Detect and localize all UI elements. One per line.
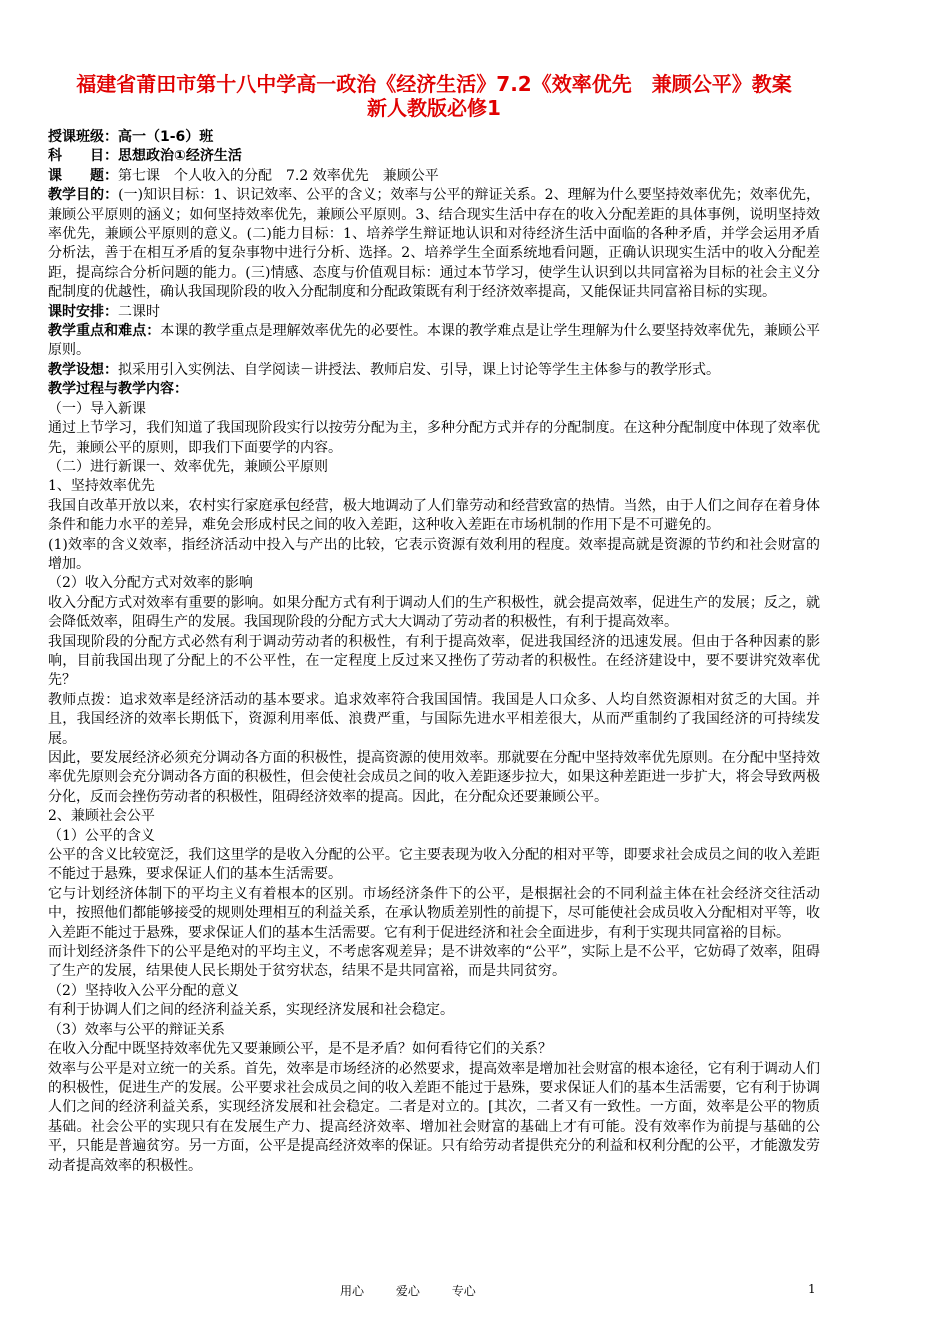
paragraph-label: 教学设想：	[48, 361, 118, 378]
paragraph-text: 我国自改革开放以来，农村实行家庭承包经营，极大地调动了人们靠劳动和经营致富的热情。当然，由于人们之间存在着身体条件和能力水平的差异，难免会形成村民之间的收入差距，这种收入差距在市场机制的作用下是不可避免的。	[48, 497, 820, 534]
motto-word: 爱心	[395, 1284, 420, 1298]
paragraph	[48, 1040, 820, 1059]
paragraph-text: 通过上节学习，我们知道了我国现阶段实行以按劳分配为主，多种分配方式并存的分配制度。在这种分配制度中体现了效率优先，兼顾公平的原则，即我们下面要学的内容。	[48, 420, 820, 456]
paragraph	[48, 827, 820, 846]
paragraph-text: 收入分配方式对效率有重要的影响。如果分配方式有利于调动人们的生产积极性，就会提高效率，促进生产的发展；反之，就会降低效率，阻碍生产的发展。我国现阶段的分配方式大大调动了劳动者的积极性，有利于提高效率。	[48, 594, 820, 631]
paragraph-text: 它与计划经济体制下的平均主义有着根本的区别。市场经济条件下的公平，是根据社会的不同利益主体在社会经济交往活动中，按照他们都能够接受的规则处理相互的利益关系，在承认物质差别性的前提下，尽可能使社会成员收入分配相对平等，收入差距不能过于悬殊，要求保证人们的基本生活需要。它有利于促进经济和社会全面进步，有利于实现共同富裕的目标。	[48, 885, 820, 941]
motto-word: 专心	[451, 1284, 476, 1298]
paragraph	[48, 1021, 820, 1040]
paragraph-text: 拟采用引入实例法、自学阅读－讲授法、教师启发、引导，课上讨论等学生主体参与的教学形式。	[118, 361, 720, 378]
paragraph-text: 在收入分配中既坚持效率优先又要兼顾公平，是不是矛盾？如何看待它们的关系？	[48, 1041, 552, 1058]
paragraph-text: 效率与公平是对立统一的关系。首先，效率是市场经济的必然要求，提高效率是增加社会财富的根本途径，它有利于调动人们的积极性，促进生产的发展。公平要求社会成员之间的收入差距不能过于悬殊，要求保证人们的基本生活需要，它有利于协调人们之间的经济利益关系，实现经济发展和社会稳定。二者是对立的。[其次，二者又有一致性。一方面，效率是公平的物质基础。社会公平的实现只有在发展生产力、提高经济效率、增加社会财富的基础上才有可能。没有效率作为前提与基础的公平，只能是普遍贫穷。另一方面，公平是提高经济效率的保证。只有给劳动者提供充分的利益和权利分配的公平，才能激发劳动者提高效率的积极性。	[48, 1060, 820, 1174]
paragraph-text: 有利于协调人们之间的经济利益关系，实现经济发展和社会稳定。	[48, 1002, 454, 1019]
paragraph	[48, 458, 820, 477]
paragraph	[48, 400, 820, 419]
paragraph-text: 教师点拨：追求效率是经济活动的基本要求。追求效率符合我国国情。我国是人口众多、人均自然资源相对贫乏的大国。并且，我国经济的效率长期低下，资源利用率低、浪费严重，与国际先进水平相差很大，从而严重制约了我国经济的可持续发展。	[48, 691, 820, 747]
document-body	[48, 128, 820, 1176]
paragraph	[48, 477, 820, 496]
paragraph-text: 而计划经济条件下的公平是绝对的平均主义，不考虑客观差异；是不讲效率的“公平”，实际上是不公平，它妨碍了效率，阻碍了生产的发展，结果使人民长期处于贫穷状态，结果不是共同富裕，而是共同贫穷。	[48, 944, 820, 980]
paragraph-label: 课时安排：	[48, 303, 118, 320]
paragraph-text: 2、兼顾社会公平	[48, 808, 155, 825]
paragraph-text: （1）公平的含义	[48, 827, 155, 844]
paragraph-label: 教学过程与教学内容：	[48, 381, 188, 398]
paragraph	[48, 574, 820, 593]
footer-motto	[340, 1282, 504, 1299]
paragraph-text: 本课的教学重点是理解效率优先的必要性。本课的教学难点是让学生理解为什么要坚持效率优先，兼顾公平原则。	[48, 323, 820, 359]
paragraph	[48, 419, 820, 458]
meta-class: 授课班级：高一（1-6）班	[48, 129, 214, 145]
paragraph-list	[48, 186, 820, 1176]
paragraph-text: （3）效率与公平的辩证关系	[48, 1021, 225, 1038]
paragraph	[48, 380, 820, 399]
paragraph-text: （2）收入分配方式对效率的影响	[48, 575, 253, 592]
paragraph	[48, 846, 820, 885]
meta-subject: 科 目：思想政治①经济生活	[48, 148, 242, 165]
paragraph	[48, 982, 820, 1001]
paragraph	[48, 749, 820, 807]
paragraph	[48, 1001, 820, 1020]
paragraph	[48, 1060, 820, 1176]
title-line-2: 新人教版必修1	[367, 96, 501, 120]
document-title	[48, 72, 820, 120]
paragraph	[48, 186, 820, 302]
document-page	[48, 72, 820, 1176]
paragraph-text: 二课时	[118, 303, 160, 320]
paragraph	[48, 497, 820, 536]
paragraph-text: 因此，要发展经济必须充分调动各方面的积极性，提高资源的使用效率。那就要在分配中坚持效率优先原则。在分配中坚持效率优先原则会充分调动各方面的积极性，但会使社会成员之间的收入差距逐步拉大，如果这种差距进一步扩大，将会导致两极分化，反而会挫伤劳动者的积极性，阻碍经济效率的提高。因此，在分配众还要兼顾公平。	[48, 750, 820, 805]
paragraph	[48, 633, 820, 691]
paragraph-label: 教学目的：	[48, 187, 119, 204]
paragraph	[48, 885, 820, 943]
paragraph-label: 教学重点和难点：	[48, 323, 161, 340]
paragraph-text: (一)知识目标：1、识记效率、公平的含义；效率与公平的辩证关系。2、理解为什么要坚持效率优先；效率优先，兼顾公平原则的涵义；如何坚持效率优先，兼顾公平原则。3、结合现实生活中存在的收入分配差距的具体事例，说明坚持效率优先，兼顾公平原则的意义。(二)能力目标：1、培养学生辩证地认识和对待经济生活中面临的各种矛盾，并学会运用矛盾分析法，善于在相互矛盾的复杂事物中进行分析、选择。2、培养学生全面系统地看问题，正确认识现实生活中的收入分配差距，提高综合分析问题的能力。(三)情感、态度与价值观目标：通过本节学习，使学生认识到以共同富裕为目标的社会主义分配制度的优越性，确认我国现阶段的收入分配制度和分配政策既有利于经济效率提高，又能保证共同富裕目标的实现。	[48, 187, 820, 301]
paragraph	[48, 303, 820, 322]
paragraph	[48, 536, 820, 575]
paragraph-text: (1)效率的含义效率，指经济活动中投入与产出的比较，它表示资源有效利用的程度。效率提高就是资源的节约和社会财富的增加。	[48, 536, 820, 572]
paragraph-text: 公平的含义比较宽泛，我们这里学的是收入分配的公平。它主要表现为收入分配的相对平等，即要求社会成员之间的收入差距不能过于悬殊，要求保证人们的基本生活需要。	[48, 847, 820, 883]
meta-topic: 课 题：第七课 个人收入的分配 7.2 效率优先 兼顾公平	[48, 167, 439, 184]
paragraph	[48, 807, 820, 826]
paragraph-text: （一）导入新课	[48, 400, 146, 417]
paragraph-text: 我国现阶段的分配方式必然有利于调动劳动者的积极性，有利于提高效率，促进我国经济的迅速发展。但由于各种因素的影响，目前我国出现了分配上的不公平性，在一定程度上反过来又挫伤了劳动者的积极性。在经济建设中，要不要讲究效率优先？	[48, 633, 820, 689]
paragraph	[48, 691, 820, 749]
page-number: 1	[808, 1282, 816, 1296]
paragraph	[48, 361, 820, 380]
paragraph	[48, 594, 820, 633]
title-line-1: 福建省莆田市第十八中学高一政治《经济生活》7.2《效率优先 兼顾公平》教案	[76, 72, 792, 96]
paragraph-text: （2）坚持收入公平分配的意义	[48, 982, 239, 999]
motto-word: 用心	[340, 1284, 365, 1298]
paragraph-text: （二）进行新课一、效率优先，兼顾公平原则	[48, 458, 328, 475]
paragraph	[48, 322, 820, 361]
paragraph-text: 1、坚持效率优先	[48, 478, 155, 495]
paragraph	[48, 943, 820, 982]
